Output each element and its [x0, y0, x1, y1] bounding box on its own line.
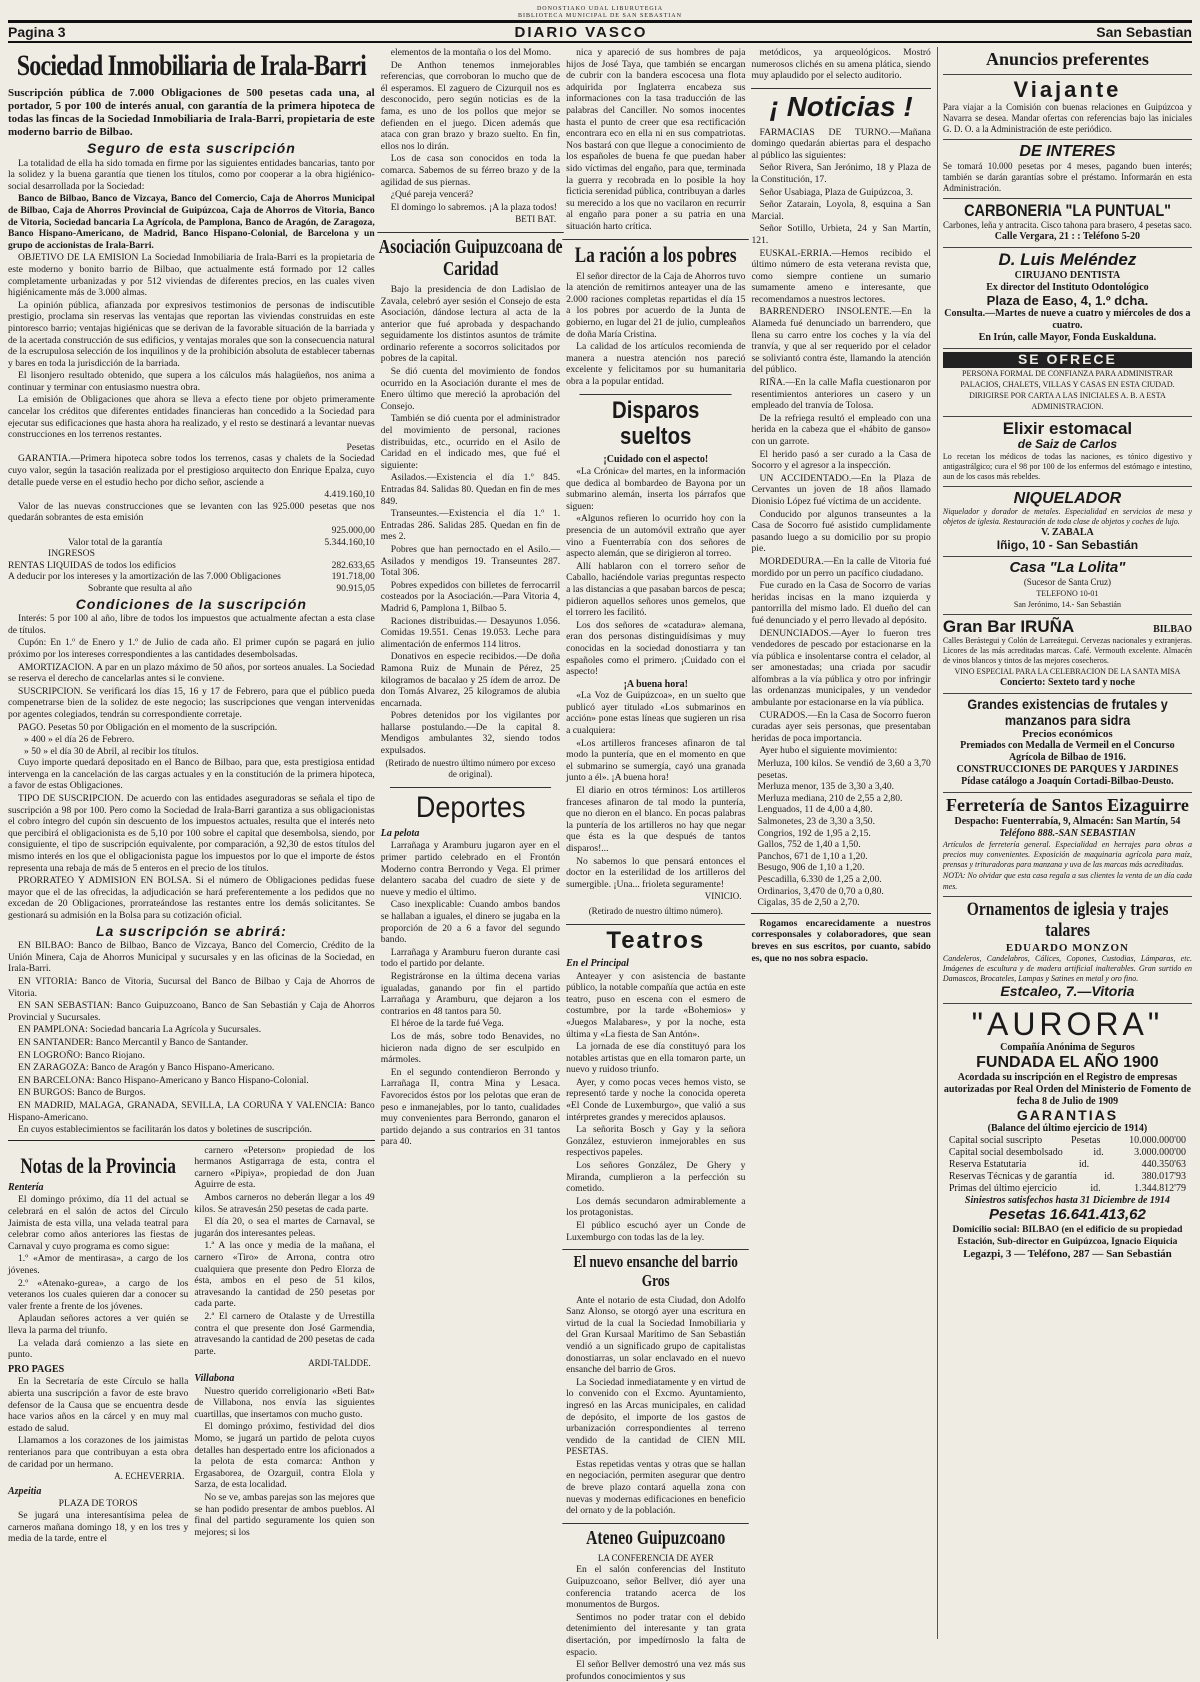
city-name: San Sebastian — [1096, 24, 1192, 40]
paragraph: Transeuntes.—Existencia el día 1.º 1. Entradas 286. Salidas 285. Quedan en fin de mes 2. — [380, 508, 561, 543]
balance-label: Reserva Estatutaria — [948, 1159, 1027, 1171]
abrira-item: EN LOGROÑO: Banco Riojano. — [18, 1049, 145, 1061]
balance-unit: Pesetas — [1070, 1135, 1101, 1147]
heading-asociacion: Asociación Guipuzcoana de Caridad — [377, 232, 564, 280]
heading-seguro: Seguro de esta suscripción — [86, 140, 296, 156]
newspaper-title: DIARIO VASCO — [514, 23, 648, 41]
paragraph: elementos de la montaña o los del Momo. — [390, 47, 552, 58]
paragraph: GARANTIA.—Primera hipoteca sobre todos los terrenos, casas y chalets de la Sociedad cuyo valor, según la tasación realizada por el prestigioso arquitecto don Enrique Epalza, cuyo detalle puede verse en el estudio hecho por dicho señor, asciende a — [8, 453, 375, 488]
abrira-item: EN SANTANDER: Banco Mercantil y Banco de Santander. — [18, 1036, 248, 1048]
ad-aurora — [943, 1004, 1192, 1264]
ad-domicilio-address: Legazpi, 3 — Teléfono, 287 — San Sebastián — [963, 1247, 1172, 1260]
amount-row — [8, 525, 375, 537]
fish-row: Salmonetes, 23 de 3,30 a 3,50. — [757, 816, 875, 828]
paragraph: Nuestro querido correligionario «Beti Bat» de Villabona, nos envía las siguientes cuartillas, que insertamos con mucho gusto. — [194, 1385, 375, 1420]
abrira-item: EN PAMPLONA: Sociedad bancaria La Agrícola y Sucursales. — [18, 1024, 262, 1036]
note: (Retirado de nuestro último número). — [588, 905, 723, 916]
paragraph: «Los artilleros franceses afinaron de tal modo la puntería, que en el momento en que el submarino se sumergía, cayó una granada junto a él». ¡A buena hora! — [566, 737, 746, 784]
divider — [8, 1140, 375, 1141]
abrira-item: EN BILBAO: Banco de Bilbao, Banco de Vizcaya, Banco del Comercio, Crédito de la Unión Minera, Caja de Ahorros Municipal y sucursales y en las oficinas de la Sociedad, en Irala-Barri. — [8, 940, 375, 975]
ad-text: Premiados con Medalla de Vermeil en el Concurso Agrícola de Bilbao de 1916. — [960, 740, 1175, 764]
fish-market-list — [751, 758, 930, 909]
abrira-item: EN ZARAGOZA: Banco de Aragón y Banco Hispano-Americano. — [18, 1062, 275, 1074]
balance-value: 10.000.000'00 — [1129, 1135, 1186, 1147]
balance-unit: id. — [1093, 1147, 1104, 1159]
ad-title: "AURORA" — [971, 1006, 1164, 1043]
ad-title: Casa "La Lolita" — [1009, 559, 1126, 577]
paragraph: TIPO DE SUSCRIPCION. De acuerdo con las entidades aseguradoras se señala el tipo de suscripción a 98 por 100. Pero como la Sociedad de Irala-Barri garantiza a sus obligacionistas el cobro íntegro del cupón sin descuento de los impuestos actuales, resulta que el interés neto que percibirá el obligacionista es de 5,10 por 100 sobre el capital que desembolsa, siendo, por consiguiente, el tipo de suscripción equivalente, por comparación, a 92,30 de estos títulos del mismo interés en los que el obligacionista pague los impuestos por lo que el importe de éstos representa una rebaja de más de 5 enteros en el precio de los títulos. — [8, 793, 375, 874]
signature: A. ECHEVERRIA. — [114, 1471, 185, 1482]
paragraph: UN ACCIDENTADO.—En la Plaza de Cervantes un joven de 18 años llamado Dionisio López fué víctima de un accidente. — [751, 472, 931, 507]
ad-domicilio: Domicilio social: BILBAO (en el edificio de su propiedad Estación, Sub-director en Guipúzcoa, Ignacio Eiquicia — [952, 1224, 1183, 1247]
fish-row: Merluza mediana, 210 de 2,55 a 2,80. — [757, 792, 903, 804]
paragraph: Ambos carneros no deberán llegar a los 49 kilos. Se atravesán 250 pesetas de cada parte. — [194, 1192, 375, 1215]
paragraph: También se dió cuenta por el administrador del movimiento de personal, raciones distribuidas, etc., ocurrido en el Asilo de Caridad en el indicado mes, que fué el siguiente: — [380, 413, 561, 471]
ad-text: CONSTRUCCIONES DE PARQUES Y JARDINES — [956, 764, 1179, 776]
paragraph: De la refriega resultó el empleado con una herida en la cabeza que el «hábito de ganso» con un garrote. — [751, 412, 931, 448]
paragraph: El domingo lo sabremos. ¡A la plaza todos! — [390, 201, 557, 213]
ad-garantias-sub: (Balance del último ejercicio de 1914) — [987, 1123, 1148, 1135]
balance-row — [943, 1135, 1192, 1147]
paragraph: La totalidad de ella ha sido tomada en firme por las siguientes entidades bancarias, tanto por la solidez y la buena garantía que tienen los títulos, como por cooperar a la obra higiénico-social desarrollada por la Sociedad: — [8, 157, 375, 192]
ad-text: Se tomará 10.000 pesetas por 4 meses, pagando buen interés; también se darán garantías sobre el préstamo. Informarán en esta Administración. — [942, 160, 1192, 193]
paragraph: Allí hablaron con el torrero señor de Caballo, haciéndole varias preguntas respecto a las distancias a que pasaban barcos de pesca; pidieron aquellos señores unos gemelos, que el torrero les facilitó. — [566, 560, 746, 619]
paragraph: El herido pasó a ser curado a la Casa de Socorro y el agresor a la inspección. — [751, 448, 931, 472]
ad-title: Elixir estomacal — [1002, 418, 1133, 438]
ad-text: Calles Berástegui y Colón de Larreátegui. Cervezas nacionales y extranjeras. Licores de las más acreditadas marcas. Café. Vermouth excelente. Almacén de vinos blancos y tintos de las mejores cosecheros. — [942, 636, 1192, 666]
fish-row: Congrios, 192 de 1,95 a 2,15. — [757, 827, 871, 839]
balance-unit: id. — [1078, 1159, 1090, 1171]
ad-subtitle: Precios económicos — [1022, 728, 1113, 741]
heading-azpeitia: Azpeitia — [8, 1485, 42, 1497]
paragraph: carnero «Peterson» propiedad de los hermanos Astigarraga de esta, contra el carnero «Pipiya», propiedad de don Juan Aguirre de esta. — [194, 1144, 375, 1191]
paragraph: Señor Rivera, San Jerónimo, 18 y Plaza de la Constitución, 17. — [751, 162, 931, 185]
paragraph: nica y apareció de sus hombres de paja hijos de José Taya, que también se encargan de cubrir con la bandera escocesa una flota adquirida por Inglaterra encabeza sus informaciones con la tasa traducción de las palabras del Canciller. No somos inocentes hasta el punto de creer que esa rectificación encontrara eco en ella ni en sus compatriotas. Nos bastará con que llegue a conocimiento de los españoles de buena fe que puedan haber sido víctimas del engaño, para que, terminada la guerra y recobrada en lo posible la hoy ficticia serenidad pública, contribuyan a darles su merecido a los que no vacilaron en recurrir al engaño para poner a su patria en una situación harto crítica. — [566, 47, 746, 232]
paragraph: BARRENDERO INSOLENTE.—En la Alameda fué denunciado un barrendero, que llena su carro entre los coches y la vía del tranvía, y que al ser requerido por el celador se soliviantó contra éste, llamando la atención del público. — [751, 306, 931, 376]
paragraph: Los señores González, De Ghery y Miranda, cumplieron a la perfección su cometido. — [566, 1160, 746, 1195]
ad-address: San Jerónimo, 14.- San Sebastián — [1013, 599, 1121, 609]
paragraph: metódicos, ya arqueológicos. Mostró numerosos clichés en su amena plática, siendo muy aplaudido por el selecto auditorio. — [751, 47, 931, 82]
balance-label: Reservas Técnicas y de garantía — [948, 1171, 1077, 1183]
paragraph: La señorita Bosch y Gay y la señora González, estuvieron inmejorables en sus respectivos papeles. — [566, 1124, 746, 1159]
ad-title: CARBONERIA "LA PUNTUAL" — [963, 200, 1171, 220]
fish-row: Merluza, 100 kilos. Se vendió de 3,60 a 3,70 pesetas. — [757, 758, 931, 781]
ad-text: PERSONA FORMAL DE CONFIANZA PARA ADMINISTRAR PALACIOS, CHALETS, VILLAS Y CASAS EN ESTA CIUDAD. DIRIGIRSE POR CARTA A LAS INICIALES A. B. A ESTA ADMINISTRACION. — [960, 368, 1175, 411]
ad-text: Concierto: Sexteto tard y noche — [999, 677, 1135, 689]
paragraph: El señor director de la Caja de Ahorros tuvo la atención de remitirnos anteayer una de las 2.000 raciones completas repartidas el día 15 a los pobres por acuerdo de la Junta de gobierno, en lugar del 21 de julio, cumpleaños de doña María Cristina. — [566, 270, 746, 340]
ad-header — [943, 47, 1192, 75]
amount-value: 90.915,05 — [336, 582, 375, 594]
ad-name: V. ZABALA — [1041, 527, 1094, 539]
amount-row — [8, 537, 375, 549]
amount-label: Valor total de la garantía — [68, 536, 163, 548]
ad-note: NOTA: No olvidar que esta casa regala a sus clientes la venta de un día cada mes. — [942, 871, 1192, 892]
ad-title: Gran Bar IRUÑA — [942, 616, 1075, 636]
pago-line: » 50 » el día 30 de Abril, al recibir los títulos. — [24, 745, 199, 757]
fish-row: Panchos, 671 de 1,10 a 1,20. — [757, 850, 868, 862]
heading-noticias: ¡ Noticias ! — [751, 88, 930, 123]
ad-dentista — [943, 248, 1192, 349]
ad-title: SE OFRECE — [943, 352, 1192, 367]
heading-racion-pobres: La ración a los pobres — [562, 239, 749, 267]
balance-unit: id. — [1090, 1183, 1101, 1195]
paragraph: La calidad de los artículos recomienda de manera a nuestra atención nos pareció excelente y felicitamos por su humanitaria obra a la popular entidad. — [566, 341, 746, 388]
fish-row: Gallos, 752 de 1,40 a 1,50. — [757, 839, 861, 851]
paragraph: La opinión pública, afianzada por expresivos testimonios de personas de indiscutible prestigio, proclama sin reservas las ventajas que reportan las viviendas construidas en este pintoresco barrio; ventajas higiénicas que se derivan de la favorable situación de la barriada y de la acertada construcción de sus edificios, y ventajas morales que son la consecuencia natural de la escrupulosa selección de los inquilinos y de la prohibición absoluta de establecer tabernas y bares en toda la jurisdicción de la barriada. — [8, 299, 375, 369]
ad-text: Consulta.—Martes de nueve a cuatro y miércoles de dos a cuatro. — [944, 308, 1191, 332]
column-1 — [8, 47, 375, 1639]
heading-villabona: Villabona — [194, 1372, 235, 1384]
paragraph: Caso inexplicable: Cuando ambos bandos se hallaban a iguales, el dinero se jugaba en la proporción de 20 a 6 a favor del segundo bando. — [380, 899, 561, 946]
signature: ARDI-TALDDE. — [308, 1358, 371, 1369]
paragraph: Conducido por algunos transeuntes a la Casa de Socorro fué asistido cumplidamente pasando luego a su domicilio por su propio pie. — [751, 508, 931, 555]
paragraph: FARMACIAS DE TURNO.—Mañana domingo quedarán abiertas para el despacho al público las siguientes: — [751, 126, 931, 161]
amount-row — [8, 571, 375, 583]
ad-phone: TELEFONO 10-01 — [1036, 588, 1099, 598]
ad-text: Candeleros, Candelabros, Cálices, Copones, Custodias, Lámparas, etc. Imágenes de escultura y de madera artificial inalterables. Gran surtido en Damascos, Brocateles, Lampas y Satines en metal y oro fino. — [942, 953, 1192, 983]
paragraph: «La Voz de Guipúzcoa», en un suelto que publicó ayer titulado «Los submarinos en acción» pone estas líneas que sugieren un risa a cualquiera: — [566, 690, 746, 737]
ad-address: Estcaleo, 7.—Vitoria — [1000, 982, 1135, 999]
paragraph: El héroe de la tarde fué Vega. — [390, 1018, 504, 1030]
ad-subtitle: CIRUJANO DENTISTA — [1014, 269, 1121, 281]
paragraph: AMORTIZACION. A par en un plazo máximo de 50 años, por sorteos anuales. La Sociedad se reserva el derecho de cancelarlas antes si le conviene. — [8, 661, 375, 685]
heading-disparos: Disparos sueltos — [580, 394, 732, 451]
ad-text: En Irún, calle Mayor, Fonda Euskalduna. — [978, 332, 1157, 344]
paragraph: Registráronse en la última decena varias igualadas, ganando por fin el partido Larrañaga y Aramburu, que dejaron a los contrarios en 48 tantos para 50. — [380, 970, 561, 1017]
ad-ferreteria — [943, 793, 1192, 897]
paragraph: Se jugará una interesantísima pelea de carneros mañana domingo 18, y en los tres y media de la tarde, entre el — [8, 1509, 189, 1545]
balance-row — [943, 1171, 1192, 1183]
paragraph: Señor Zatarain, Loyola, 8, esquina a San Marcial. — [751, 199, 931, 222]
paragraph: Señor Usabiaga, Plaza de Guipúzcoa, 3. — [759, 186, 913, 198]
heading-abrira: La suscripción se abrirá: — [96, 922, 287, 939]
divider — [751, 913, 930, 914]
heading-notas: Notas de la Provincia — [20, 1152, 176, 1178]
paragraph: El día 20, o sea el martes de Carnaval, se jugarán dos interesantes peleas. — [194, 1216, 375, 1239]
amount-value: 4.419.160,10 — [324, 489, 375, 501]
ad-text: Niquelador y dorador de metales. Especialidad en servicios de mesa y objetos de iglesia. Restauración de toda clase de objetos y coches de lujo. — [942, 507, 1192, 527]
paragraph: Se dió cuenta del movimiento de fondos ocurrido en la Asociación durante el mes de Enero último que mereció la aprobación del Consejo. — [380, 366, 561, 412]
paragraph: PRORRATEO Y ADMISION EN BOLSA. Si el número de Obligaciones pedidas fuese mayor que el de las ofrecidas, la adjudicación se hará preferentemente a los pedidos que no excedan de 20 Obligaciones, prorrateándose las restantes entre los demás solicitantes. Se gestionará su admisión en la Bolsa para su cotización oficial. — [8, 875, 375, 921]
ad-text: Para viajar a la Comisión con buenas relaciones en Guipúzcoa y Navarra se desea. Mandar ofertas con referencias bajo las iniciales G. D. O. a la Administración de este periódico. — [942, 101, 1192, 134]
paragraph: La velada dará comienzo a las siete en punto. — [8, 1337, 189, 1361]
paragraph: DENUNCIADOS.—Ayer lo fueron tres vendedores de pescado por estacionarse en la vía pública e insolentarse contra el celador, al ser amonestadas; una criada por sacudir alfombras a la vía pública y otro por infringir las ordenanzas municipales, y un vendedor ambulante por estacionarse en la vía pública. — [751, 627, 931, 709]
pesetas-label: Pesetas — [346, 441, 375, 453]
paragraph: En la Secretaría de este Círculo se halla abierta una suscripción a favor de este bravo defensor de la Causa que se encuentra desde hace varios años en la cárcel y en muy mal estado de salud. — [8, 1376, 189, 1434]
balance-row — [943, 1183, 1192, 1195]
balance-row — [943, 1147, 1192, 1159]
balance-label: Capital social suscripto — [948, 1135, 1043, 1147]
heading-pro-paces: PRO PAGES — [8, 1363, 65, 1375]
ad-address: Plaza de Easo, 4, 1.º dcha. — [986, 292, 1149, 308]
amount-label: Sobrante que resulta al año — [88, 582, 192, 594]
balance-value: 440.350'63 — [1141, 1159, 1186, 1171]
heading-principal: En el Principal — [566, 957, 629, 969]
amount-row — [8, 560, 375, 572]
ad-address: Despacho: Fuenterrabía, 9, Almacén: San Martín, 54 — [954, 816, 1181, 828]
subheading: LA CONFERENCIA DE AYER — [597, 1552, 714, 1563]
heading-plaza-toros: PLAZA DE TOROS — [58, 1498, 138, 1510]
pago-line: » 400 » el día 26 de Febrero. — [24, 734, 135, 746]
paragraph: «La Crónica» del martes, en la información que dedica al bombardeo de Bayona por un submarino alemán, inserta los párrafos que siguen: — [566, 466, 746, 512]
amount-value: 191.718,00 — [331, 571, 375, 583]
ad-garantias-title: GARANTIAS — [1016, 1107, 1119, 1124]
balance-label: Primas del último ejercicio — [948, 1183, 1057, 1195]
newspaper-page — [8, 6, 1192, 1682]
abrira-item: EN BURGOS: Banco de Burgos. — [18, 1087, 146, 1099]
ad-text: Ex director del Instituto Odontológico — [986, 281, 1149, 293]
ad-subtitle: Compañía Anónima de Seguros — [1000, 1042, 1135, 1054]
masthead — [8, 20, 1192, 43]
paragraph: ¿Qué pareja vencerá? — [390, 189, 474, 201]
ad-title: Ferretería de Santos Eizaguirre — [946, 795, 1189, 816]
ad-lolita — [943, 557, 1192, 615]
column-3 — [566, 47, 746, 1682]
heading-teatros: Teatros — [566, 924, 745, 954]
ad-section-title: Anuncios preferentes — [986, 49, 1149, 69]
ad-title: DE INTERES — [1019, 142, 1116, 160]
balance-value: 380.017'93 — [1141, 1171, 1186, 1183]
fish-row: Besugo, 906 de 1,10 a 1,20. — [757, 862, 865, 874]
balance-row — [943, 1159, 1192, 1171]
paragraph: Rogamos encarecidamente a nuestros corresponsales y colaboradores, que sean breves en sus escritos, por cuanto, sabido es, que no nos sobra espacio. — [751, 917, 931, 964]
ad-address: Calle Vergara, 21 : : Teléfono 5-20 — [994, 231, 1141, 243]
paragraph: De Anthon tenemos inmejorables referencias, que corroboran lo mucho que de él esperamos. El zaguero de Cizurquil nos es desconocido, pero según noticias es de la fama, es uno de los pollos que mejor se defienden en el juego. Dicen además que ataca con gran brazo y brazo suelto. En fin, ellos nos lo dirán. — [380, 59, 561, 152]
fish-row: Cigalas, 35 de 2,50 a 2,70. — [757, 897, 860, 909]
paragraph: Señor Sotillo, Urbieta, 24 y San Martín, 121. — [751, 223, 931, 246]
ad-title-row — [943, 618, 1192, 637]
paragraph: El público escuchó ayer un Conde de Luxemburgo con todas las de la ley. — [566, 1220, 746, 1243]
paragraph: 2.º «Atenako-gurea», a cargo de los veteranos los cuales quieren dar a conocer su valer frente a frente de los jóvenes. — [8, 1277, 189, 1312]
balance-label: Capital social desembolsado — [948, 1147, 1063, 1159]
paragraph: Ante el notario de esta Ciudad, don Adolfo Sanz Alonso, se otorgó ayer una escritura en virtud de la cual la Sociedad Inmobiliaria y del Gran Kursaal Marítimo de San Sebastián vendió a un significado grupo de capitalistas donostiarras, un solar enclavado en el nuevo ensanche del barrio de Gros. — [566, 1294, 746, 1376]
paragraph: No se ve, ambas parejas son las mejores que se han podido presentar de ambos pueblos. Al final del partido seguramente los quien son mejores; si los — [194, 1491, 375, 1538]
subheading: ¡A buena hora! — [623, 678, 689, 690]
abrira-list — [8, 940, 375, 1136]
balance-table — [943, 1135, 1192, 1195]
paragraph: Estas repetidas ventas y otras que se hallan en negociación, permiten asegurar que dentro de breve plazo contará aquella zona con nuevas y modernas edificaciones en beneficio del ornato y de la población. — [566, 1458, 746, 1517]
balance-value: 1.344.812'79 — [1134, 1183, 1186, 1195]
paragraph: Cuyo importe quedará depositado en el Banco de Bilbao, para que, esta prestigiosa entidad intervenga en la cancelación de las cargas actuales y en la constitución de la primera hipoteca, a favor de estas Obligaciones. — [8, 757, 375, 792]
paragraph: Cupón: En 1.º de Enero y 1.º de Julio de cada año. El primer cupón se pagará en julio próximo por los intereses correspondientes a las cantidades desembolsadas. — [8, 637, 375, 660]
ad-title: NIQUELADOR — [1013, 489, 1122, 507]
signature: BETI BAT. — [515, 214, 557, 225]
stamp-line-2: BIBLIOTECA MUNICIPAL DE SAN SEBASTIAN — [518, 13, 682, 19]
abrira-item: EN SAN SEBASTIAN: Banco Guipuzcoano, Banco de San Sebastián y Caja de Ahorros Provincial y Sucursales. — [8, 1000, 375, 1023]
paragraph: No sabemos lo que pensará entonces el doctor en la esterilidad de los artilleros del sumergible. ¡Una... frioleta seguramente! — [566, 855, 746, 890]
ad-text: Acordada su inscripción en el Registro de empresas autorizadas por Real Orden del Ministerio de Fomento de fecha 8 de Julio de 1909 — [943, 1072, 1191, 1108]
ad-phone: Teléfono 888.-SAN SEBASTIAN — [999, 828, 1136, 840]
paragraph: 1.ª A las once y media de la mañana, el carnero «Tiro» de Arrona, contra otro cualquiera que presente don Pedro Elorza de ésta, ambos en el peso de 51 kilos, atravesando la cantidad de 250 pesetas por cada parte. — [194, 1240, 375, 1310]
abrira-item: En cuyos establecimientos se facilitarán los datos y boletines de suscripción. — [18, 1124, 312, 1136]
paragraph: Anteayer y con asistencia de bastante público, la notable compañía que actúa en este teatro, puso en escena con el esmero de costumbre, por la tarde «Bohemios» y «Juegos Malabares», y por la noche, esta última y «La fiesta de San Antón». — [566, 970, 746, 1040]
ad-address: Iñigo, 10 - San Sebastián — [996, 538, 1139, 553]
paragraph: Aplaudan señores actores a ver quién se lleva la parma del triunfo. — [8, 1313, 189, 1336]
column-4 — [751, 47, 930, 1639]
balance-value: 3.000.000'00 — [1134, 1147, 1186, 1159]
paragraph: Asilados.—Existencia el día 1.º 845. Entradas 84. Salidas 80. Quedan en fin de mes 849. — [380, 472, 561, 507]
paragraph: La emisión de Obligaciones que ahora se lleva a efecto tiene por objeto primeramente cancelar los créditos que diferentes entidades financieras han concedido a la Sociedad para ejecutar sus edificaciones que hasta ahora ha realizado, y el resto se destinará a levantar nuevas construcciones en los terrenos restantes. — [8, 394, 375, 441]
paragraph: Valor de las nuevas construcciones que se levanten con las 925.000 pesetas que nos quedarán sobrantes de esta emisión — [8, 500, 375, 524]
paragraph: PAGO. Pesetas 50 por Obligación en el momento de la suscripción. — [18, 721, 278, 733]
paragraph: Los de casa son conocidos en toda la comarca. Sabemos de su férreo brazo y de la agilidad de sus piernas. — [380, 153, 561, 188]
paragraph: OBJETIVO DE LA EMISION La Sociedad Inmobiliaria de Irala-Barri es la propietaria de este moderno y bonito barrio de Bilbao, que actualmente está formado por 12 calles completamente urbanizadas y por 512 viviendas de diferentes precios, en las cuales viven higiénicamente más de 3.000 almas. — [8, 252, 375, 299]
paragraph: Pobres expedidos con billetes de ferrocarril costeados por la Asociación.—Para Vitoria 4, Madrid 6, Pamplona 1, Bilbao 5. — [380, 579, 561, 614]
paragraph: Larrañaga y Aramburu jugaron ayer en el primer partido celebrado en el Frontón Moderno contra Berrondo y Vega. El primer delantero sacaba del cuadro de siete y de nueve y medio el último. — [380, 840, 561, 898]
subheading: ¡Cuidado con el aspecto! — [603, 454, 709, 466]
paragraph: Donativos en especie recibidos.—De doña Ramona Ruiz de Munain de Pérez, 25 kilogramos de bacalao y 25 ídem de arroz. De don Tomás Alvarez, 25 kilogramos de alubia encarnada. — [380, 651, 561, 709]
paragraph: Ayer hubo el siguiente movimiento: — [759, 745, 898, 757]
paragraph: 1.º «Amor de mentirasa», a cargo de los jóvenes. — [8, 1253, 189, 1277]
ad-text: Artículos de ferretería general. Especialidad en herrajes para obras a precios muy convenientes. Exposición de maquinaria agrícola para maíz, prensas y trituradoras para manzana y uva de las marcas más acreditadas. — [942, 840, 1192, 870]
paragraph: La jornada de ese día constituyó para los notables artistas que en ella tomaron parte, un nuevo y ruidoso triunfo. — [566, 1041, 746, 1076]
amount-label: A deducir por los intereses y la amortización de las 7.000 Obligaciones — [8, 571, 281, 583]
heading-condiciones: Condiciones de la suscripción — [75, 595, 307, 612]
paragraph: El lisonjero resultado obtenido, que supera a los cálculos más halagüeños, nos anima a continuar y terminar con entusiasmo nuestra obra. — [8, 370, 375, 393]
paragraph: Llamamos a los corazones de los jaimistas renterianos para que contribuyan a esta obra de caridad por un hermano. — [8, 1435, 189, 1470]
paragraph: MORDEDURA.—En la calle de Vitoria fué mordido por un perro un pacífico ciudadano. — [751, 555, 931, 579]
ad-title: Ornamentos de iglesia y trajes talares — [966, 899, 1169, 941]
abrira-item: EN VITORIA: Banco de Vitoria, Sucursal del Banco de Bilbao y Caja de Ahorros de Vitoria. — [8, 975, 375, 999]
paragraph: El domingo próximo, festividad del dios Momo, se jugará un partido de pelota cuyos detalles han despertado entre los aficionados a la pelota de esta comarca: Anthon y Ergasaborea, de Ozarguil, contra Elola y Sarza, de esta localidad. — [194, 1421, 375, 1491]
ad-text: Carbones, leña y antracita. Cisco tahona para brasero, 4 pesetas saco. — [942, 220, 1192, 231]
paragraph: En el salón conferencias del Instituto Guipuzcoano, señor Bellver, dió ayer una conferencia tratando acerca de los monumentos de Burgos. — [566, 1564, 746, 1611]
paragraph: Bajo la presidencia de don Ladislao de Zavala, celebró ayer sesión el Consejo de esta Asociación, dándose lectura al acta de la anterior que fué aprobada y despachando seguidamente los distintos asuntos de trámite ordinario referente a socorros solicitados por pobres de la capital. — [380, 283, 561, 365]
note: (Retirado de nuestro último número por exceso de original). — [385, 757, 556, 780]
paragraph: «Algunos refieren lo ocurrido hoy con la presencia de un automóvil extraño que ayer vino a Fuenterrabía con dos señores de aspecto alemán, que se dirigieron al torreo. — [566, 513, 746, 560]
irala-subtitle: Suscripción pública de 7.000 Obligaciones de 500 pesetas cada una, al portador, 5 por 100 de interés anual, con garantía de la primera hipoteca de todas las fincas de la Sociedad Inmobiliaria de Irala-Barri, propietaria de este moderno barrio de Bilbao. — [8, 87, 375, 138]
stamp-line-1: DONOSTIAKO UDAL LIBURUTEGIA — [536, 6, 664, 12]
amount-row — [8, 583, 375, 595]
notas-provincia — [8, 1145, 375, 1546]
paragraph: EUSKAL-ERRIA.—Hemos recibido el último número de esta veterana revista que, como siempre contiene un sumario sumamente ameno e interesante, que recomendamos a nuestros lectores. — [751, 247, 931, 305]
amount-row — [8, 489, 375, 501]
ad-ofrece — [943, 349, 1192, 416]
ad-niquelador — [943, 487, 1192, 558]
balance-unit: id. — [1104, 1171, 1115, 1183]
page-number: Pagina 3 — [8, 24, 66, 40]
ad-text: Lo recetan los médicos de todas las naciones, es tónico digestivo y antigastrálgico; cura el 98 por 100 de los enfermos del estómago e intestino, aun de los casos más rebeldes. — [942, 451, 1192, 481]
ad-carboneria — [943, 199, 1192, 249]
paragraph: Los demás secundaron admirablemente a los protagonistas. — [566, 1195, 746, 1219]
paragraph: Pobres que han pernoctado en el Asilo.—Asilados y mendigos 19. Transeuntes 287. Total 306. — [380, 543, 561, 579]
amount-label: RENTAS LIQUIDAS de todos los edificios — [8, 559, 176, 571]
ad-subtitle: de Saiz de Carlos — [1017, 437, 1118, 452]
ad-frutales — [943, 694, 1192, 793]
amount-value: 5.344.160,10 — [324, 536, 375, 548]
ingresos-label: INGRESOS — [48, 548, 95, 560]
paragraph: La Sociedad inmediatamente y en virtud de lo convenido con el Excmo. Ayuntamiento, ingresó en las Arcas municipales, en calidad de depósito, el importe de los gastos de urbanización correspondientes al terreno vendido de la cantidad de CIEN MIL PESETAS. — [566, 1376, 746, 1458]
abrira-item: EN MADRID, MALAGA, GRANADA, SEVILLA, LA CORUÑA Y VALENCIA: Banco Hispano-Americano. — [8, 1099, 375, 1123]
paragraph: Interés: 5 por 100 al año, libre de todos los impuestos que actualmente afectan a esta clase de títulos. — [8, 613, 375, 636]
paragraph: El domingo próximo, día 11 del actual se celebrará en el salón de actos del Círculo Jaimista de esta villa, una velada teatral para celebrar como años anteriores las fiestas de Carnaval y cuyo programa es como sigue: — [8, 1194, 189, 1252]
fish-row: Ordinarios, 3,470 de 0,70 a 0,80. — [757, 885, 884, 897]
ad-city: BILBAO — [1153, 623, 1192, 635]
amount-value: 925.000,00 — [331, 525, 375, 536]
ad-title: D. Luis Meléndez — [998, 250, 1137, 270]
ad-granbar — [943, 615, 1192, 695]
column-ads — [937, 47, 1192, 1639]
paragraph: Raciones distribuidas.— Desayunos 1.056. Comidas 19.551. Cenas 19.053. Leche para alimentación de enfermos 114 litros. — [380, 615, 561, 650]
paragraph: 2.ª El carnero de Otalaste y de Urrestilla contra el que presente don José Garmendia, atravesando la cantidad de 200 pesetas de cada parte. — [194, 1311, 375, 1357]
library-stamp — [8, 6, 1192, 20]
signature: VINICIO. — [704, 891, 742, 902]
ad-ornamentos — [943, 897, 1192, 1004]
abrira-item: EN BARCELONA: Banco Hispano-Americano y Banco Hispano-Colonial. — [18, 1074, 309, 1086]
ad-title: Viajante — [1013, 76, 1122, 102]
ad-title: Grandes existencias de frutales y manzanos para sidra — [967, 696, 1168, 728]
fish-row: Merluza menor, 135 de 3,30 a 3,40. — [757, 781, 895, 793]
paragraph: En el segundo contendieron Berrondo y Larrañaga II, contra Mina y Lesaca. Favorecidos éstos por los pelotas que eran de peso e inmanejables, por lo tanto, cualidades muy convenientes para Berrondo, ganaron el partido dejando a sus contrarios en 31 tantos para 40. — [380, 1066, 561, 1148]
heading-renteria: Rentería — [8, 1181, 44, 1193]
ad-subtitle: (Sucesor de Santa Cruz) — [1023, 576, 1112, 587]
fish-row: Pescadilla, 6.330 de 1,25 a 2,00. — [757, 873, 882, 885]
amount-value: 282.633,65 — [331, 559, 375, 571]
paragraph: Fue curado en la Casa de Socorro de varias heridas incisas en la mano izquierda y pantorrilla del mismo lado. El dueño del can fué denunciado y el perro llevado al depósito. — [751, 580, 931, 626]
heading-ateneo: Ateneo Guipuzcoano — [562, 1523, 749, 1549]
paragraph: SUSCRIPCION. Se verificará los días 15, 16 y 17 de Febrero, para que el público pueda compenetrarse bien de la solidez de este negocio; las suscripciones que vengan intervenidas por agentes colegiados, tendrán su correspondiente corretaje. — [8, 685, 375, 720]
fish-row: Lenguados, 11 de 4,00 a 4,80. — [757, 804, 873, 816]
paragraph: RIÑA.—En la calle Mafla cuestionaron por resentimientos anteriores un casero y un empleado del tranvía de Tolosa. — [751, 377, 931, 412]
heading-deportes: Deportes — [390, 787, 551, 824]
columns — [8, 47, 1192, 1682]
column-2 — [378, 47, 563, 1639]
paragraph: Los dos señores de «catadura» alemana, eran dos personas distinguidísimas y muy conocidas en la sociedad donostiarra y tan españoles como el primero. ¡Cuidado con el aspecto! — [566, 619, 746, 678]
ad-founded: FUNDADA EL AÑO 1900 — [976, 1054, 1159, 1072]
paragraph: Pobres detenidos por los vigilantes por hallarse postulando.—De la capital 8. Mendigos ambulantes 32, siendo todos expulsados. — [380, 710, 561, 757]
ad-viajante — [943, 75, 1192, 140]
headline-irala-barri: Sociedad Inmobiliaria de Irala-Barri — [16, 49, 366, 82]
heading-ensanche: El nuevo ensanche del barrio Gros — [562, 1249, 749, 1290]
ad-text: VINO ESPECIAL PARA LA CELEBRACION DE LA SANTA MISA — [954, 667, 1181, 677]
ad-name: EDUARDO MONZON — [1005, 941, 1129, 954]
paragraph: Larrañaga y Aramburu fueron durante casi todo el partido por delante. — [380, 946, 561, 970]
ad-elixir — [943, 417, 1192, 487]
paragraph: Ayer, y como pocas veces hemos visto, se representó tarde y noche la conocida opereta «El Conde de Luxemburgo», que valió a sus intérpretes grandes y merecidos aplausos. — [566, 1076, 746, 1123]
ad-contact: Pídase catálogo a Joaquín Cortadi-Bilbao-Deusto. — [961, 776, 1174, 788]
ad-siniestros: Siniestros satisfechos hasta 31 Diciembre de 1914 — [964, 1195, 1170, 1207]
paragraph: CURADOS.—En la Casa de Socorro fueron curadas ayer seis personas, que presentaban heridas de poca importancia. — [751, 709, 931, 744]
paragraph: Sentimos no poder tratar con el debido detenimiento del interesante y tan grata disertación, por impedírnoslo la falta de espacio. — [566, 1611, 746, 1658]
ad-interes — [943, 140, 1192, 199]
paragraph: El señor Bellver demostró una vez más sus profundos conocimientos y sus — [566, 1659, 746, 1682]
banks-list: Banco de Bilbao, Banco de Vizcaya, Banco del Comercio, Caja de Ahorros Municipal de Bilbao, Caja de Ahorros Provincial de Guipúzcoa, Caja de Ahorros de Vitoria, Banco de Vitoria, Sociedad bancaria La Agrícola, de Pamplona, Banco de Aragón, de Zaragoza, Banco Hispano-Americano, de Madrid, Banco Hispano-Colonial, de Barcelona y un grupo de accionistas de Irala-Barri. — [8, 193, 375, 251]
paragraph: El diario en otros términos: Los artilleros franceses afinaron de tal modo la puntería, que no dieron en el blanco. En pocas palabras la puntería de los artilleros no hay que negar que ésta es la que después de tantos disparos!... — [566, 785, 746, 854]
ad-siniestros-amount: Pesetas 16.641.413,62 — [989, 1206, 1146, 1224]
paragraph: Los de más, sobre todo Benavides, no hicieron nada digno de ser esculpido en mármoles. — [380, 1030, 561, 1066]
heading-pelota: La pelota — [380, 827, 420, 839]
